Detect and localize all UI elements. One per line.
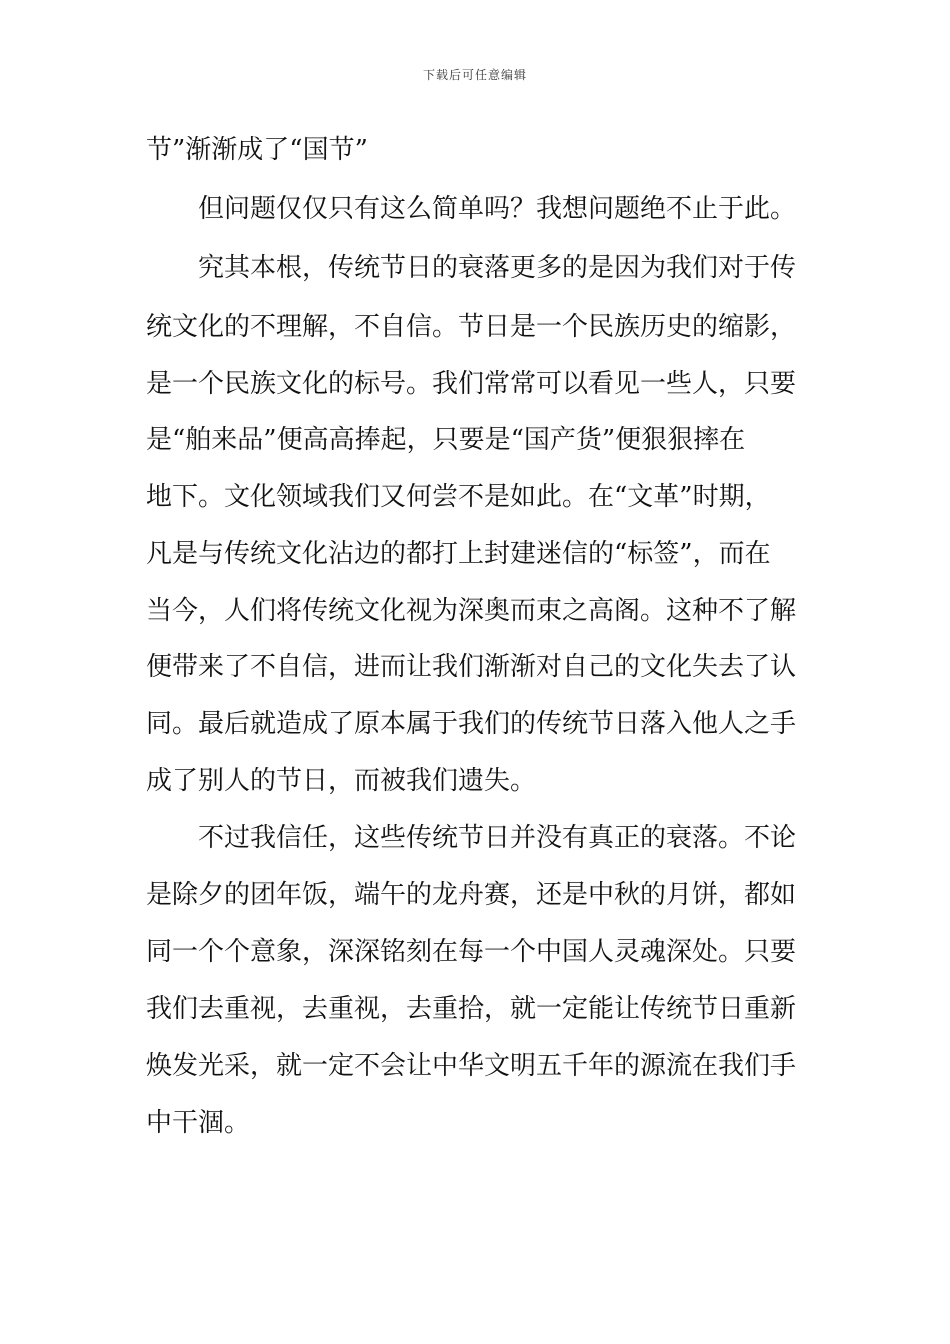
text-line: 究其本根，传统节日的衰落更多的是因为我们对于传 — [198, 253, 797, 283]
text-line: 地下。文化领域我们又何尝不是如此。在“文革”时期， — [146, 482, 771, 512]
text-line: 中干涸。 — [146, 1108, 251, 1138]
text-line: 焕发光采，就一定不会让中华文明五千年的源流在我们手 — [146, 1051, 797, 1081]
page-header: 下载后可任意编辑 — [422, 68, 527, 82]
text-line: 同。最后就造成了原本属于我们的传统节日落入他人之手 — [146, 709, 797, 739]
text-line: 节”渐渐成了“国节” — [146, 135, 368, 165]
text-line: 凡是与传统文化沾边的都打上封建迷信的“标签”，而在 — [146, 539, 771, 569]
text-line: 成了别人的节日，而被我们遗失。 — [146, 766, 537, 796]
text-line: 统文化的不理解，不自信。节日是一个民族历史的缩影， — [146, 312, 797, 342]
text-line: 我们去重视，去重视，去重拾，就一定能让传统节日重新 — [146, 994, 797, 1024]
text-line: 同一个个意象，深深铭刻在每一个中国人灵魂深处。只要 — [146, 937, 797, 967]
text-line: 是一个民族文化的标号。我们常常可以看见一些人，只要 — [146, 369, 797, 399]
text-line: 当今，人们将传统文化视为深奥而束之高阁。这种不了解 — [146, 596, 797, 626]
text-line: 不过我信任，这些传统节日并没有真正的衰落。不论 — [198, 823, 797, 853]
text-line: 但问题仅仅只有这么简单吗？我想问题绝不止于此。 — [198, 194, 797, 224]
text-line: 是“舶来品”便高高捧起，只要是“国产货”便狠狠摔在 — [146, 425, 746, 455]
text-line: 便带来了不自信，进而让我们渐渐对自己的文化失去了认 — [146, 652, 797, 682]
text-line: 是除夕的团年饭，端午的龙舟赛，还是中秋的月饼，都如 — [146, 880, 797, 910]
